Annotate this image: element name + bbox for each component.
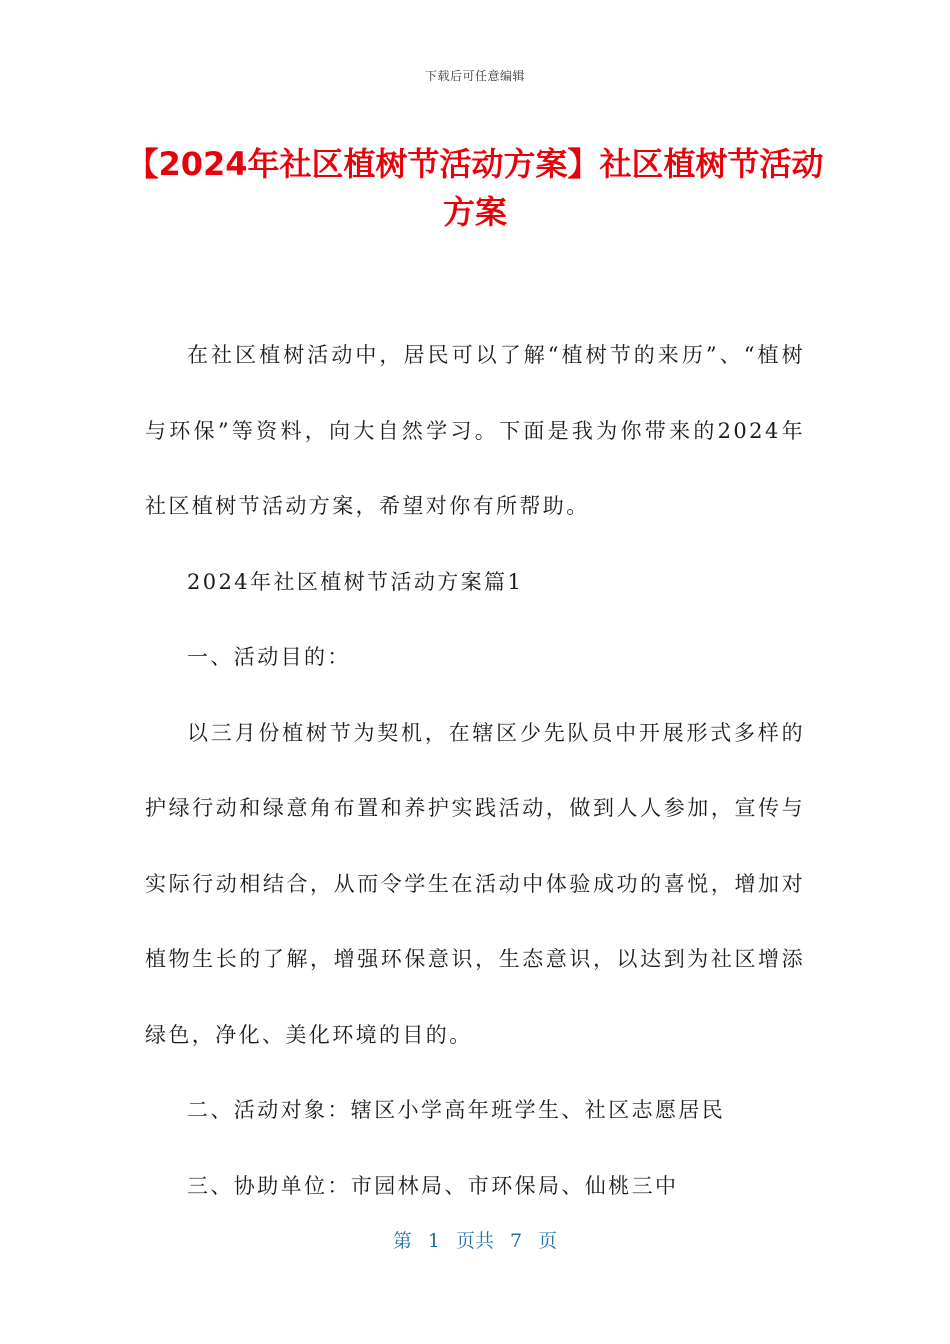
purpose-paragraph: 以三月份植树节为契机，在辖区少先队员中开展形式多样的护绿行动和绿意角布置和养护实践活动，做到人人参加，宣传与实际行动相结合，从而令学生在活动中体验成功的喜悦，增加对植物生长的了解，增强环保意识，生态意识，以达到为社区增添绿色，净化、美化环境的目的。 (145, 720, 805, 1047)
page-middle: 页共 (455, 1230, 494, 1252)
page-total: 7 (510, 1230, 523, 1252)
subheading-purpose: 一、活动目的： (187, 645, 351, 669)
intro-paragraph: 在社区植树活动中，居民可以了解“植树节的来历”、“植树与环保”等资料，向大自然学习。下面是我为你带来的2024年社区植树节活动方案，希望对你有所帮助。 (145, 343, 805, 518)
page-current: 1 (427, 1230, 440, 1252)
document-body (145, 318, 805, 1224)
page-prefix: 第 (392, 1230, 412, 1252)
subheading-participants: 二、活动对象：辖区小学高年班学生、社区志愿居民 (187, 1098, 726, 1122)
section-heading: 2024年社区植树节活动方案篇1 (187, 569, 524, 594)
page-footer (0, 1226, 950, 1253)
subheading-partners: 三、协助单位：市园林局、市环保局、仙桃三中 (187, 1173, 679, 1198)
document-title: 【2024年社区植树节活动方案】社区植树节活动方案 (126, 145, 824, 231)
page-suffix: 页 (538, 1230, 558, 1252)
header-note: 下载后可任意编辑 (424, 69, 525, 83)
